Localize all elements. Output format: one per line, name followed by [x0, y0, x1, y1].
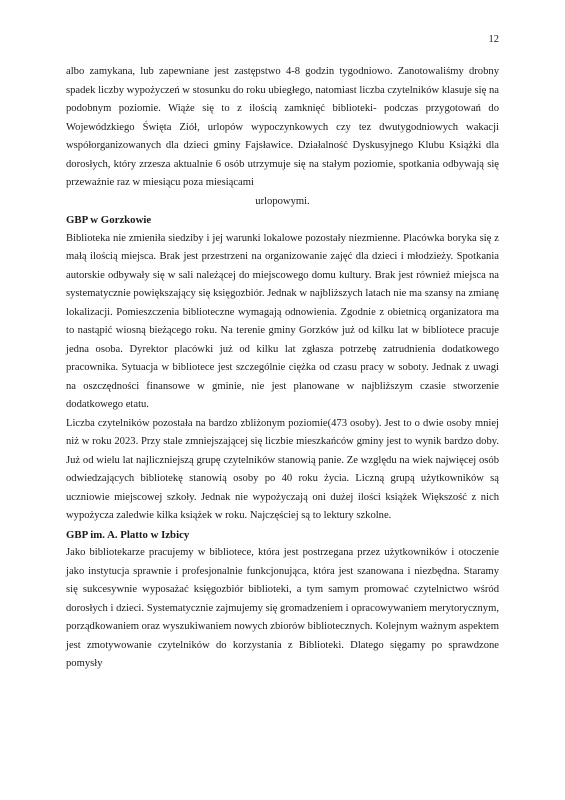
- document-body: [66, 63, 499, 674]
- section-heading-izbica: GBP im. A. Platto w Izbicy: [66, 528, 190, 541]
- page-number: 12: [488, 34, 499, 45]
- section-heading-gorzkow: GBP w Gorzkowie: [66, 214, 152, 226]
- gorzkow-paragraph-2: Liczba czytelników pozostała na bardzo zbliżonym poziomie(473 osoby). Jest to o dwie osoby mniej niż w roku 2023. Przy stale zmniejszającej się liczbie mieszkańców gminy jest to wynik bardzo doby. Już od wielu lat najliczniejszą grupę czytelników stanowią panie. Ze względu na wiek najwięcej osób odwiedzających bibliotekę stanowią osoby po 40 roku życia. Liczną grupą użytkowników są uczniowie miejscowej szkoły. Jednak nie wypożyczają oni dużej ilości książek Większość z nich wypożycza zaledwie kilka książek w roku. Najczęściej są to lektury szkolne.: [66, 417, 499, 521]
- intro-paragraph-last-line: urlopowymi.: [255, 195, 310, 207]
- gorzkow-paragraph-1: Biblioteka nie zmieniła siedziby i jej warunki lokalowe pozostały niezmienne. Placówka boryka się z małą ilością miejsca. Brak jest przestrzeni na organizowanie zajęć dla dzieci i młodzieży. Spotkania autorskie odbywały się w sali należącej do miejscowego domu kultury. Brak jest również miejsca na systematycznie powiększający się księgozbiór. Jednak w najbliższych latach nie ma szansy na zmianę lokalizacji. Pomieszczenia biblioteczne wymagają odnowienia. Zgodnie z obietnicą organizatora ma to nastąpić wiosną bieżącego roku. Na terenie gminy Gorzków już od kilku lat w bibliotece pracuje jedna osoba. Dyrektor placówki już od kilku lat zgłasza potrzebę zatrudnienia dodatkowego pracownika. Sytuacja w bibliotece jest szczególnie ciężka od czasu pracy w soboty. Jednak z uwagi na oszczędności finansowe w gminie, nie jest planowane w najbliższym czasie stworzenie dodatkowego etatu.: [66, 232, 499, 410]
- intro-paragraph: albo zamykana, lub zapewniane jest zastępstwo 4-8 godzin tygodniowo. Zanotowaliśmy drobny spadek liczby wypożyczeń w stosunku do roku ubiegłego, natomiast liczba czytelników klasuje się na podobnym poziomie. Wiąże się to z ilością zamknięć biblioteki- podczas przygotowań do Wojewódzkiego Święta Ziół, urlopów wypoczynkowych czy tez dwutygodniowych wakacji współorganizowanych dla dzieci gminy Fajsławice. Działalność Dyskusyjnego Klubu Książki dla dorosłych, który zrzesza aktualnie 6 osób utrzymuje się na stałym poziomie, spotkania odbywają się przeważnie raz w miesiącu poza miesiącami: [66, 66, 499, 188]
- izbica-paragraph-1: Jako bibliotekarze pracujemy w bibliotece, która jest postrzegana przez użytkowników i otoczenie jako instytucja sprawnie i profesjonalnie funkcjonująca, która jest szanowana i niezbędna. Staramy się sukcesywnie wyposażać księgozbiór biblioteki, a tym samym promować czytelnictwo wśród dorosłych i dzieci. Systematycznie zajmujemy się gromadzeniem i opracowywaniem merytorycznym, porządkowaniem oraz wyszukiwaniem nowych zbiorów bibliotecznych. Kolejnym ważnym aspektem jest zmotywowanie czytelników do korzystania z Biblioteki. Dlatego sięgamy po sprawdzone pomysły: [66, 547, 499, 669]
